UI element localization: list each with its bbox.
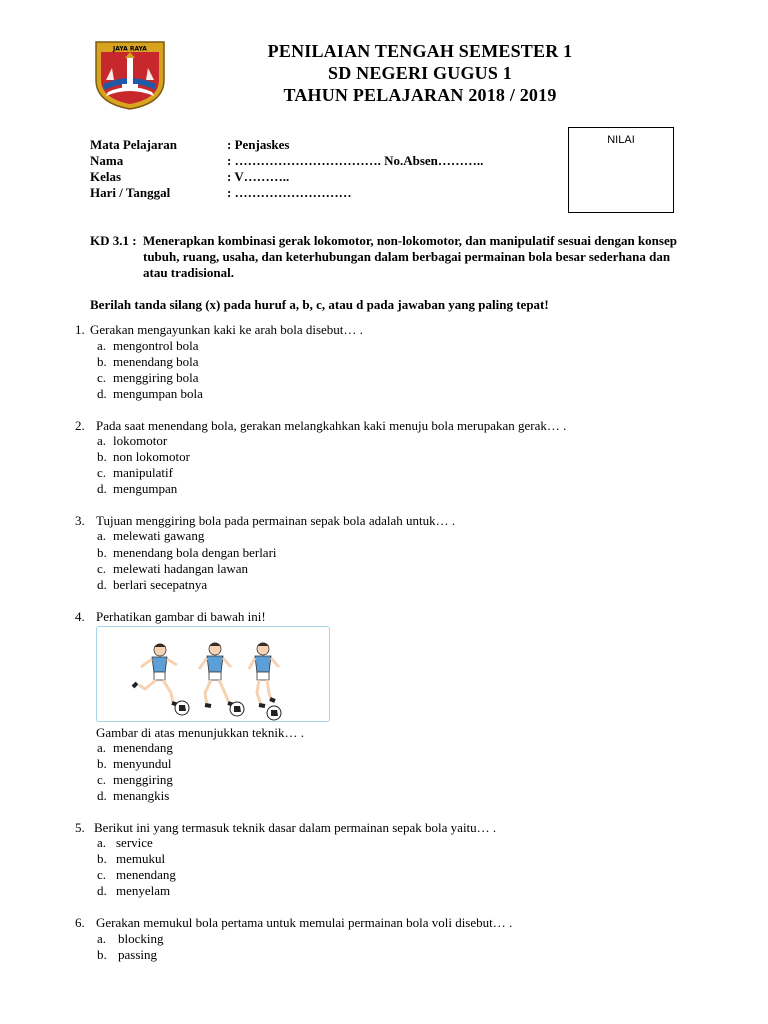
option-letter: b. <box>97 449 107 464</box>
exam-title: PENILAIAN TENGAH SEMESTER 1 <box>267 41 573 61</box>
option-letter: a. <box>97 740 107 755</box>
option-letter: b. <box>97 545 107 560</box>
question-number: 6. <box>75 915 85 930</box>
school-emblem-logo <box>92 40 168 110</box>
option-text: menyundul <box>113 756 172 771</box>
option-text: menyelam <box>116 883 171 898</box>
option-letter: c. <box>97 465 107 480</box>
option-text: menangkis <box>113 788 170 803</box>
option-letter: a. <box>97 528 107 543</box>
school-name: SD NEGERI GUGUS 1 <box>328 63 512 83</box>
option-text: menggiring bola <box>113 370 199 385</box>
option-letter: c. <box>97 370 107 385</box>
class-field[interactable]: : V……….. <box>227 169 290 184</box>
competency-code: KD 3.1 : <box>90 233 137 248</box>
option-text: blocking <box>118 931 164 946</box>
instruction-text: Berilah tanda silang (x) pada huruf a, b, c, atau d pada jawaban yang paling tepat! <box>90 297 549 312</box>
option-letter: b. <box>97 354 107 369</box>
question-number: 1. <box>75 322 85 337</box>
score-box[interactable] <box>568 127 674 213</box>
option-letter: b. <box>97 851 107 866</box>
option-letter: c. <box>97 561 107 576</box>
question-number: 3. <box>75 513 85 528</box>
option-letter: c. <box>97 867 107 882</box>
option-letter: c. <box>97 772 107 787</box>
option-letter: d. <box>97 883 107 898</box>
option-text: mengumpan bola <box>113 386 203 401</box>
info-label: Mata Pelajaran <box>90 137 178 152</box>
score-label: NILAI <box>607 134 635 146</box>
option-letter: d. <box>97 481 107 496</box>
option-text: melewati gawang <box>113 528 205 543</box>
option-letter: d. <box>97 386 107 401</box>
option-text: menendang <box>116 867 176 882</box>
option-text: menendang bola dengan berlari <box>113 545 277 560</box>
option-text: berlari secepatnya <box>113 577 208 592</box>
player-figure-icon <box>199 643 244 717</box>
option-text: memukul <box>116 851 166 866</box>
option-text: menendang bola <box>113 354 199 369</box>
competency-text: Menerapkan kombinasi gerak lokomotor, non-lokomotor, dan manipulatif sesuai dengan konsep tubuh, ruang, usaha, dan keterhubungan dalam berbagai permainan bola besar sederhana dan atau tradisional. <box>143 233 677 280</box>
option-text: passing <box>118 947 157 962</box>
player-figure-icon <box>249 643 281 721</box>
option-text: menendang <box>113 740 173 755</box>
option-text: mengontrol bola <box>113 338 199 353</box>
player-figure-icon <box>133 644 189 716</box>
option-text: menggiring <box>113 772 173 787</box>
option-letter: b. <box>97 756 107 771</box>
option-text: manipulatif <box>113 465 173 480</box>
info-label: Nama <box>90 153 124 168</box>
question-text: Berikut ini yang termasuk teknik dasar dalam permainan sepak bola yaitu… . <box>94 820 497 835</box>
option-letter: a. <box>97 835 107 850</box>
option-letter: a. <box>97 433 107 448</box>
option-text: non lokomotor <box>113 449 190 464</box>
question-text: Gerakan mengayunkan kaki ke arah bola disebut… . <box>90 322 363 337</box>
option-text: melewati hadangan lawan <box>113 561 248 576</box>
option-text: service <box>116 835 153 850</box>
question-number: 4. <box>75 609 85 624</box>
option-letter: a. <box>97 931 107 946</box>
option-letter: b. <box>97 947 107 962</box>
question-text: Pada saat menendang bola, gerakan melangkahkan kaki menuju bola merupakan gerak… . <box>96 418 567 433</box>
option-letter: a. <box>97 338 107 353</box>
name-field[interactable]: : ……………………………. No.Absen……….. <box>227 153 484 168</box>
question-text: Perhatikan gambar di bawah ini! <box>96 609 266 624</box>
option-text: mengumpan <box>113 481 178 496</box>
logo-text: JAYA RAYA <box>113 45 147 53</box>
question-4-subtext: Gambar di atas menunjukkan teknik… . <box>96 725 304 740</box>
question-number: 2. <box>75 418 85 433</box>
question-text: Gerakan memukul bola pertama untuk memulai permainan bola voli disebut… . <box>96 915 513 930</box>
question-number: 5. <box>75 820 85 835</box>
date-field[interactable]: : ……………………… <box>227 185 352 200</box>
academic-year: TAHUN PELAJARAN 2018 / 2019 <box>283 85 557 105</box>
dribbling-illustration <box>96 626 330 722</box>
info-value: : Penjaskes <box>227 137 290 152</box>
option-letter: d. <box>97 788 107 803</box>
option-letter: d. <box>97 577 107 592</box>
option-text: lokomotor <box>113 433 168 448</box>
info-label: Kelas <box>90 169 122 184</box>
question-text: Tujuan menggiring bola pada permainan sepak bola adalah untuk… . <box>96 513 456 528</box>
info-label: Hari / Tanggal <box>90 185 171 200</box>
competency-statement <box>90 233 680 283</box>
